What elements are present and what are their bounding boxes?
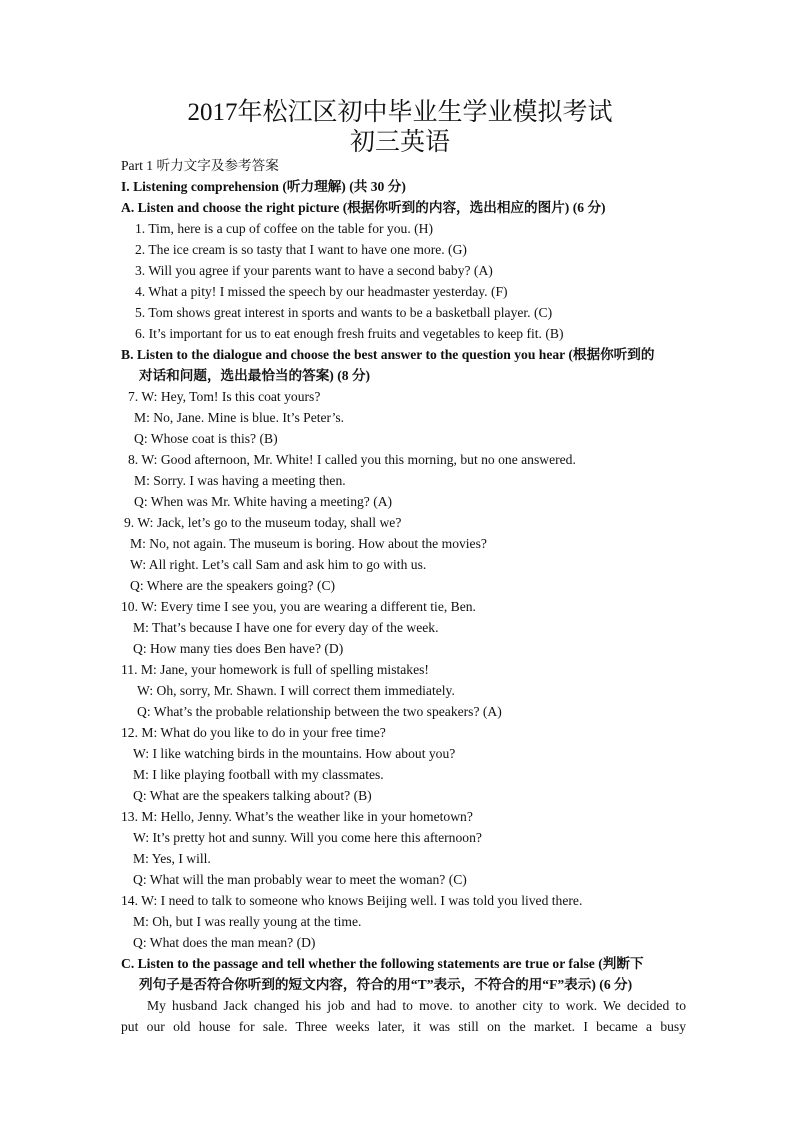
- section-c-heading-cont: 列句子是否符合你听到的短文内容，符合的用“T”表示，不符合的用“F”表示) (6 分): [139, 977, 633, 992]
- dialogue-line: W: I like watching birds in the mountains. How about you?: [133, 746, 456, 761]
- dialogue-line: Q: When was Mr. White having a meeting? (A): [134, 494, 393, 509]
- part-label: Part 1 听力文字及参考答案: [121, 158, 279, 173]
- dialogue-line: M: Oh, but I was really young at the time.: [133, 914, 362, 929]
- dialogue-line: 13. M: Hello, Jenny. What’s the weather like in your hometown?: [121, 809, 473, 824]
- passage-line: put our old house for sale. Three weeks later, it was still on the market. I became a busy: [121, 1019, 686, 1034]
- dialogue-line: M: I like playing football with my classmates.: [133, 767, 384, 782]
- dialogue-line: M: No, Jane. Mine is blue. It’s Peter’s.: [134, 410, 345, 425]
- list-item: 1. Tim, here is a cup of coffee on the table for you. (H): [135, 221, 433, 236]
- dialogue-line: Q: What will the man probably wear to meet the woman? (C): [133, 872, 467, 887]
- dialogue-line: 14. W: I need to talk to someone who knows Beijing well. I was told you lived there.: [121, 893, 583, 908]
- section-a-heading: A. Listen and choose the right picture (根据你听到的内容，选出相应的图片) (6 分): [121, 200, 606, 215]
- dialogue-line: Q: What does the man mean? (D): [133, 935, 316, 950]
- dialogue-line: Q: Whose coat is this? (B): [134, 431, 278, 446]
- dialogue-line: M: Sorry. I was having a meeting then.: [134, 473, 346, 488]
- section-b-heading: B. Listen to the dialogue and choose the best answer to the question you hear (根据你听到的: [121, 347, 655, 362]
- dialogue-line: 8. W: Good afternoon, Mr. White! I called you this morning, but no one answered.: [128, 452, 576, 467]
- list-item: 3. Will you agree if your parents want to have a second baby? (A): [135, 263, 493, 278]
- dialogue-line: Q: What’s the probable relationship between the two speakers? (A): [137, 704, 502, 719]
- section-i-heading: I. Listening comprehension (听力理解) (共 30 分): [121, 179, 406, 194]
- dialogue-line: Q: How many ties does Ben have? (D): [133, 641, 344, 656]
- dialogue-line: 12. M: What do you like to do in your free time?: [121, 725, 386, 740]
- section-c-heading: C. Listen to the passage and tell whether the following statements are true or false (判断下: [121, 956, 644, 971]
- list-item: 4. What a pity! I missed the speech by our headmaster yesterday. (F): [135, 284, 508, 299]
- dialogue-line: 9. W: Jack, let’s go to the museum today, shall we?: [124, 515, 402, 530]
- document-subtitle: 初三英语: [349, 129, 450, 156]
- dialogue-line: 7. W: Hey, Tom! Is this coat yours?: [128, 389, 321, 404]
- dialogue-line: W: It’s pretty hot and sunny. Will you come here this afternoon?: [133, 830, 482, 845]
- passage-line: My husband Jack changed his job and had to move. to another city to work. We decided to: [147, 998, 686, 1013]
- list-item: 6. It’s important for us to eat enough fresh fruits and vegetables to keep fit. (B): [135, 326, 564, 341]
- list-item: 5. Tom shows great interest in sports and wants to be a basketball player. (C): [135, 305, 553, 320]
- dialogue-line: M: That’s because I have one for every day of the week.: [133, 620, 439, 635]
- dialogue-line: W: Oh, sorry, Mr. Shawn. I will correct them immediately.: [137, 683, 455, 698]
- dialogue-line: 10. W: Every time I see you, you are wearing a different tie, Ben.: [121, 599, 476, 614]
- document-body: [121, 155, 686, 1037]
- dialogue-line: Q: What are the speakers talking about? (B): [133, 788, 372, 803]
- document-title: 2017年松江区初中毕业生学业模拟考试: [187, 99, 613, 126]
- dialogue-line: M: Yes, I will.: [133, 851, 211, 866]
- dialogue-line: Q: Where are the speakers going? (C): [130, 578, 336, 593]
- dialogue-line: M: No, not again. The museum is boring. How about the movies?: [130, 536, 487, 551]
- list-item: 2. The ice cream is so tasty that I want to have one more. (G): [135, 242, 467, 257]
- section-b-heading-cont: 对话和问题，选出最恰当的答案) (8 分): [139, 368, 371, 383]
- dialogue-line: W: All right. Let’s call Sam and ask him to go with us.: [130, 557, 427, 572]
- dialogue-line: 11. M: Jane, your homework is full of spelling mistakes!: [121, 662, 429, 677]
